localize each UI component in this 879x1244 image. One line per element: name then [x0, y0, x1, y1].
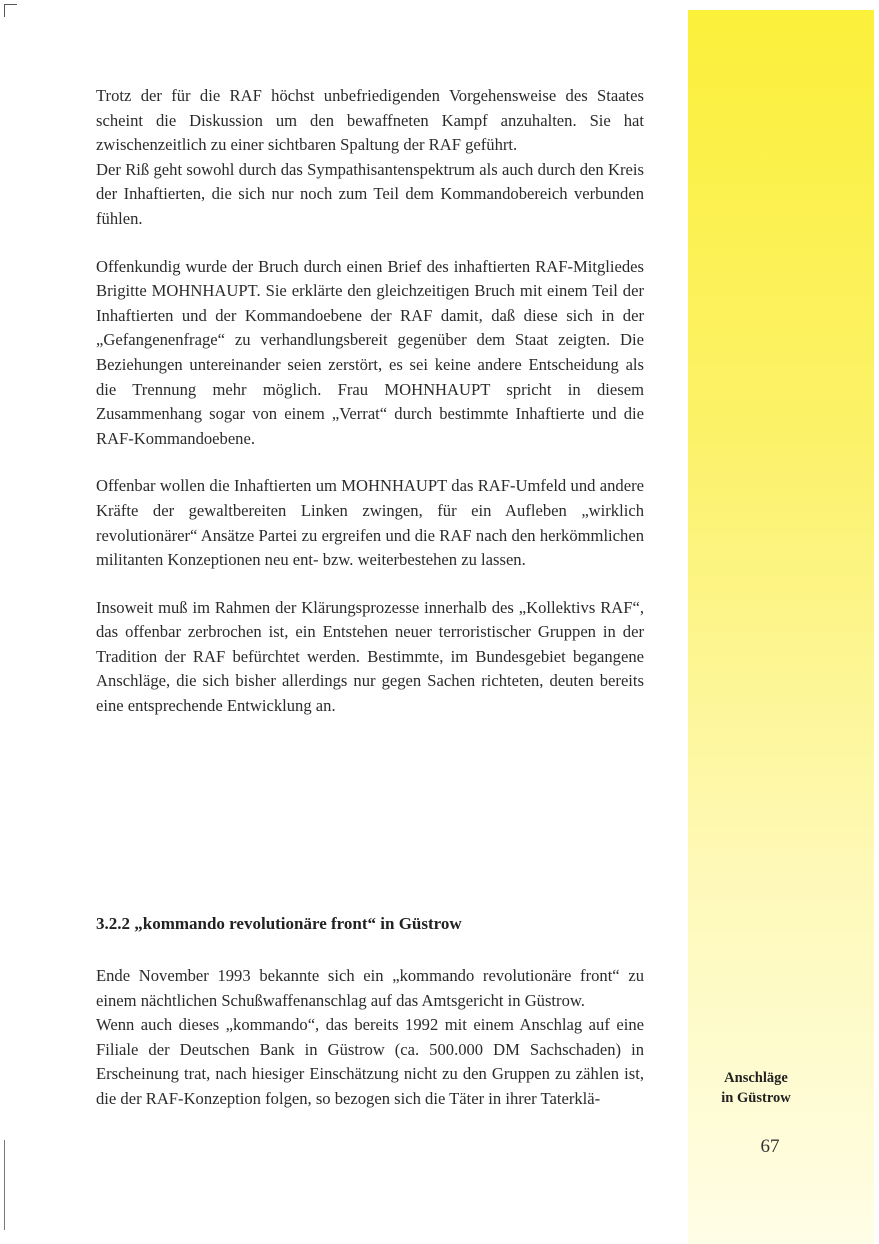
page-number: 67	[760, 1136, 780, 1157]
paragraph-3: Offenkundig wurde der Bruch durch einen Brief des inhaftierten RAF-Mitgliedes Brigitte MOHNHAUPT. Sie erklärte den gleichzeitigen Bruch mit einem Teil der Inhaftierten und der Kommandoebene der RAF damit, daß diese sich in der „Gefangenenfrage“ zu verhandlungsbereit gegenüber dem Staat zeigten. Die Beziehungen untereinander seien zerstört, es sei keine andere Entscheidung als die Trennung mehr möglich. Frau MOHNHAUPT spricht in diesem Zusammenhang sogar von einem „Verrat“ durch bestimmte Inhaftierte und die RAF-Kommandoebene.	[96, 256, 644, 448]
paragraph-2: Der Riß geht sowohl durch das Sympathisantenspektrum als auch durch den Kreis der Inhaftierten, die sich nur noch zum Teil dem Kommandobereich verbunden fühlen.	[96, 159, 644, 228]
margin-note-line-2: in Güstrow	[721, 1090, 791, 1106]
paragraph-4: Offenbar wollen die Inhaftierten um MOHNHAUPT das RAF-Umfeld und andere Kräfte der gewaltbereiten Linken zwingen, für ein Aufleben „wirklich revolutionärer“ Ansätze Partei zu ergreifen und die RAF nach den herkömmlichen militanten Konzeptionen neu ent- bzw. weiterbestehen zu lassen.	[96, 476, 644, 570]
margin-note	[696, 1068, 816, 1108]
scan-edge-mark	[4, 1140, 5, 1230]
section-heading: 3.2.2 „kommando revolutionäre front“ in Güstrow	[96, 914, 462, 933]
margin-note-line-1: Anschläge	[724, 1070, 788, 1086]
section-paragraph-2: Wenn auch dieses „kommando“, das bereits 1992 mit einem Anschlag auf eine Filiale der Deutschen Bank in Güstrow (ca. 500.000 DM Sachschaden) in Erscheinung trat, nach hiesiger Einschätzung nicht zu den Gruppen zu zählen ist, die der RAF-Konzeption folgen, so bezogen sich die Täter in ihrer Taterklä-	[96, 1015, 644, 1108]
paragraph-5: Insoweit muß im Rahmen der Klärungsprozesse innerhalb des „Kollektivs RAF“, das offenbar zerbrochen ist, ein Entstehen neuer terroristischer Gruppen in der Tradition der RAF befürchtet werden. Bestimmte, im Bundesgebiet begangene Anschläge, die sich bisher allerdings nur gegen Sachen richteten, deuten bereits eine entsprechende Entwicklung an.	[96, 597, 644, 716]
crop-mark	[4, 4, 17, 17]
margin-highlight-band	[688, 10, 874, 1244]
paragraph-1: Trotz der für die RAF höchst unbefriedigenden Vorgehensweise des Staates scheint die Diskussion um den bewaffneten Kampf anzuhalten. Sie hat zwischenzeitlich zu einer sichtbaren Spaltung der RAF geführt.	[96, 86, 644, 155]
section-text	[96, 964, 644, 1112]
section-paragraph-1: Ende November 1993 bekannte sich ein „kommando revolutionäre front“ zu einem nächtlichen Schußwaffenanschlag auf das Amtsgericht in Güstrow.	[96, 966, 644, 1010]
body-text	[96, 84, 644, 742]
